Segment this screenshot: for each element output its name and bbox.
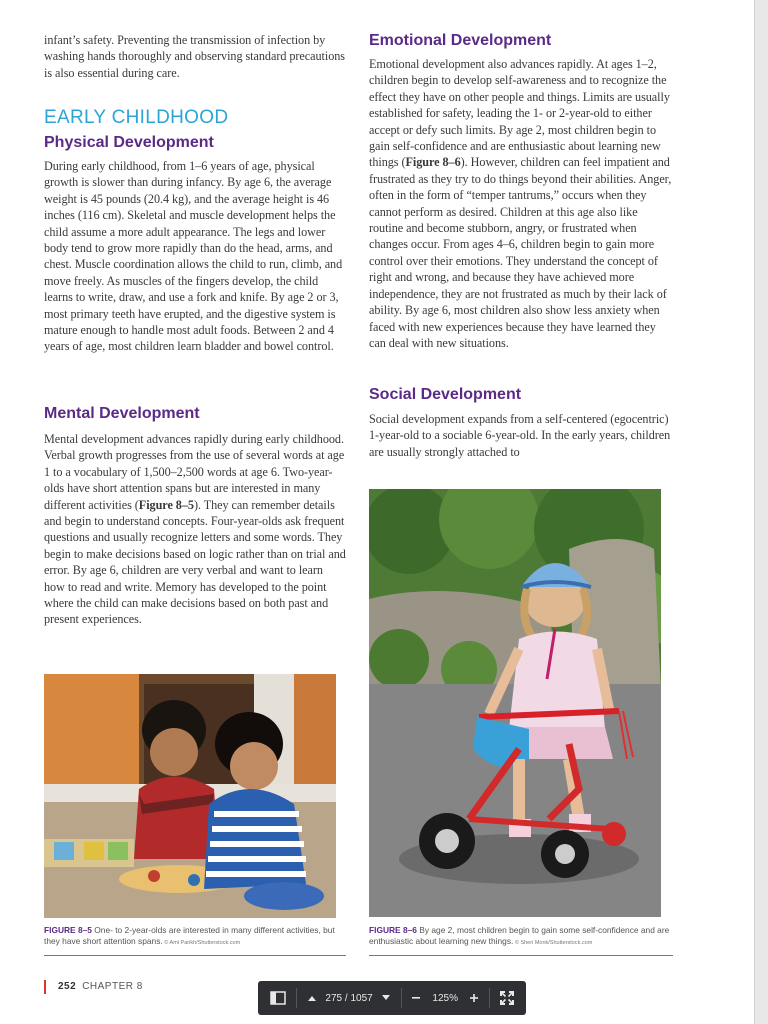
figure-8-5-caption-text: One- to 2-year-olds are interested in many different activities, but they have short attention spans. <box>44 925 335 946</box>
section-heading-early-childhood: EARLY CHILDHOOD <box>44 107 229 128</box>
page-down-icon <box>382 995 390 1001</box>
sidebar-toggle-button[interactable] <box>266 981 290 1015</box>
figure-8-5-rule <box>44 955 346 956</box>
figure-8-6-reference[interactable]: Figure 8–6 <box>405 155 461 170</box>
figure-8-5-reference[interactable]: Figure 8–5 <box>138 497 194 512</box>
toolbar-separator <box>296 988 297 1008</box>
figure-8-6-photo <box>369 489 661 917</box>
page-footer <box>58 981 143 992</box>
zoom-in-icon <box>470 994 478 1002</box>
physical-development-paragraph: During early childhood, from 1–6 years of age, physical growth is slower than during infancy. By age 6, the average weight is 45 pounds (20.4 kg), and the average height is 46 inches (116 cm). Skeletal and muscle development helps the child assume a more adult appearance. The legs and lower body tend to grow more rapidly than do the head, arms, and chest. Muscle coordination allows the child to run, climb, and move freely. As muscles of the fingers develop, the child learns to write, draw, and use a fork and knife. By age 2 or 3, most primary teeth have erupted, and the digestive system is mature enough to handle most adult foods. Between 2 and 4 years of age, most children learn bladder and bowel control. <box>44 159 343 354</box>
page-indicator[interactable]: 275 / 1057 <box>325 992 373 1004</box>
figure-8-6-caption <box>369 925 673 949</box>
footer-accent-bar <box>44 980 46 994</box>
social-development-paragraph: Social development expands from a self-centered (egocentric) 1-year-old to a sociable 6-year-old. In the early years, children are usually strongly attached to <box>369 412 671 459</box>
mental-development-paragraph <box>44 431 346 628</box>
emotional-text-part-2: ). However, children can feel impatient and frustrated as they try to do things beyond their abilities. Anger, often in the form of “temper tantrums,” occurs when they cannot perform as desired. Children at this age also like routine and become stubborn, angry, or frustrated when changes occur. From ages 4–6, children begin to gain more control over their emotions. They understand the concept of right and wrong, and because they have achieved more independence, they are not frustrated as much by their lack of ability. By age 6, most children also show less anxiety when faced with new experiences because they have learned they can deal with new situations. <box>369 155 672 350</box>
previous-page-button[interactable] <box>303 981 320 1015</box>
next-page-button[interactable] <box>378 981 395 1015</box>
figure-8-5-caption <box>44 925 339 949</box>
heading-physical-development: Physical Development <box>44 134 214 151</box>
intro-paragraph: infant’s safety. Preventing the transmission of infection by washing hands thoroughly and observing standard precautions is also essential during care. <box>44 33 346 80</box>
page-edge-shadow <box>754 0 768 1024</box>
toolbar-separator <box>401 988 402 1008</box>
chapter-label: CHAPTER 8 <box>82 981 143 992</box>
fullscreen-icon <box>500 991 514 1005</box>
emotional-development-paragraph <box>369 56 673 351</box>
figure-8-5-credit: © Ami Parikh/Shutterstock.com <box>162 940 241 946</box>
emotional-text-part-1: Emotional development also advances rapidly. At ages 1–2, children begin to develop self-awareness and to recognize the effect they have on other people and things. Limits are usually established for safety, leading the 1- or 2-year-old to either accept or defy such limits. By age 2, most children begin to gain self-confidence and are enthusiastic about learning new things ( <box>369 57 670 170</box>
fullscreen-button[interactable] <box>496 981 518 1015</box>
figure-8-5-photo <box>44 674 336 918</box>
heading-social-development: Social Development <box>369 386 522 403</box>
sidebar-toggle-icon <box>270 991 286 1005</box>
zoom-in-button[interactable] <box>466 981 483 1015</box>
page-up-icon <box>308 995 316 1001</box>
heading-mental-development: Mental Development <box>44 405 200 422</box>
heading-emotional-development: Emotional Development <box>369 32 552 49</box>
page-number: 252 <box>58 981 77 992</box>
figure-8-6-label: FIGURE 8–6 <box>369 925 417 935</box>
figure-8-6-caption-text: By age 2, most children begin to gain some self-confidence and are enthusiastic about learning new things. <box>369 925 670 946</box>
zoom-level[interactable]: 125% <box>432 992 458 1004</box>
figure-8-5-label: FIGURE 8–5 <box>44 925 92 935</box>
figure-8-6-rule <box>369 955 673 956</box>
toolbar-separator <box>489 988 490 1008</box>
mental-text-part-1: Mental development advances rapidly during early childhood. Verbal growth progresses from the use of several words at age 1 to a vocabulary of 1,500–2,500 words at age 6. Two-year-olds have short attention spans but are interested in many different activities ( <box>44 432 345 512</box>
viewer-toolbar <box>258 981 526 1015</box>
zoom-out-button[interactable] <box>408 981 425 1015</box>
zoom-out-icon <box>412 997 420 999</box>
mental-text-part-2: ). They can remember details and begin to understand concepts. Four-year-olds ask frequent questions and usually recognize letters and some words. They begin to make decisions based on logic rather than on trial and error. By age 6, children are very verbal and want to learn how to read and write. Memory has developed to the point where the child can make decisions based on both past and present experiences. <box>44 497 346 627</box>
figure-8-6-credit: © Sheri Monk/Shutterstock.com <box>513 940 593 946</box>
